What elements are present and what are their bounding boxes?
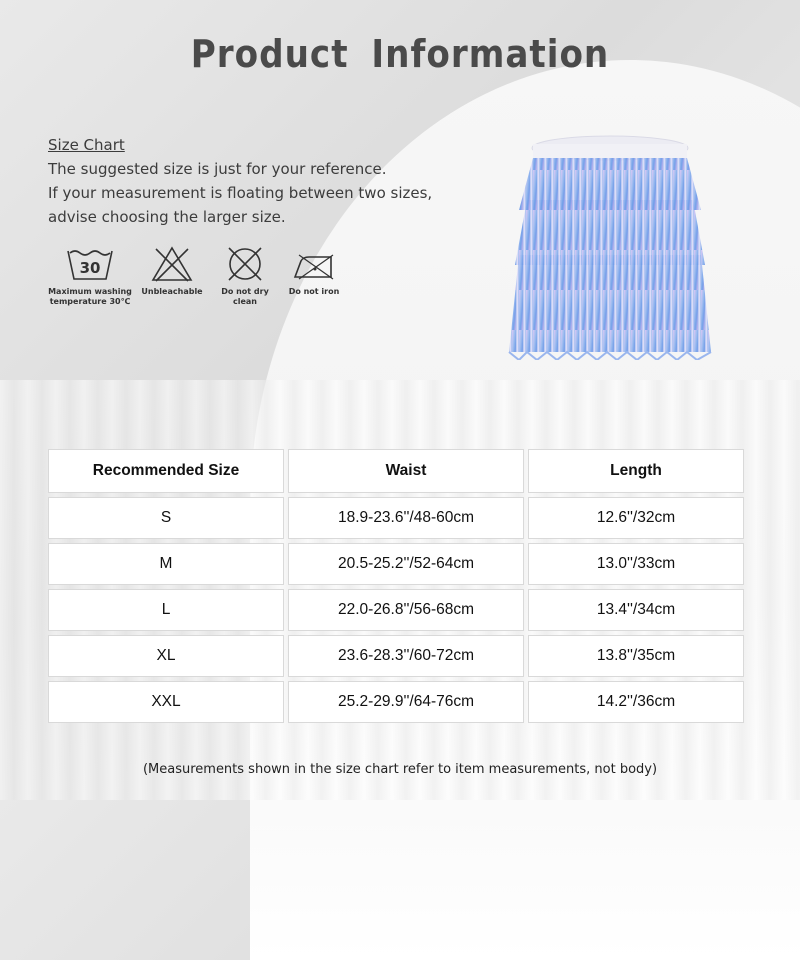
care-item-bleach	[140, 245, 204, 297]
size-table	[44, 445, 748, 727]
table-cell-waist: 20.5-25.2''/52-64cm	[288, 543, 524, 585]
size-chart-heading: Size Chart	[48, 136, 125, 154]
table-cell-length: 12.6''/32cm	[528, 497, 744, 539]
page-title: Product Information	[190, 32, 610, 76]
table-header: Waist	[288, 449, 524, 493]
table-header: Recommended Size	[48, 449, 284, 493]
table-row	[48, 543, 744, 585]
table-cell-size: S	[48, 497, 284, 539]
measurement-footnote: (Measurements shown in the size chart refer to item measurements, not body)	[142, 762, 658, 777]
no-dry-clean-icon	[223, 245, 267, 283]
table-row	[48, 635, 744, 677]
size-chart-info	[48, 133, 432, 229]
size-chart-line: The suggested size is just for your reference.	[48, 160, 387, 178]
table-row	[48, 681, 744, 723]
care-instructions	[48, 245, 348, 315]
table-cell-size: L	[48, 589, 284, 631]
care-label: Maximum washing	[48, 287, 132, 296]
table-cell-waist: 22.0-26.8''/56-68cm	[288, 589, 524, 631]
care-label: Do not dry clean	[221, 287, 269, 306]
table-cell-waist: 23.6-28.3''/60-72cm	[288, 635, 524, 677]
no-iron-icon	[291, 245, 337, 283]
care-item-iron	[286, 245, 342, 297]
table-header: Length	[528, 449, 744, 493]
care-item-dry-clean	[208, 245, 282, 307]
table-cell-length: 13.0''/33cm	[528, 543, 744, 585]
table-cell-size: M	[48, 543, 284, 585]
table-header-row	[48, 449, 744, 493]
table-cell-size: XXL	[48, 681, 284, 723]
size-chart-line: If your measurement is floating between two sizes,	[48, 184, 433, 202]
table-cell-length: 13.4''/34cm	[528, 589, 744, 631]
table-cell-waist: 25.2-29.9''/64-76cm	[288, 681, 524, 723]
care-label: Do not iron	[288, 287, 340, 296]
care-item-wash	[48, 245, 132, 307]
table-cell-size: XL	[48, 635, 284, 677]
wash-temperature: 30	[79, 259, 101, 277]
table-cell-waist: 18.9-23.6''/48-60cm	[288, 497, 524, 539]
table-cell-length: 13.8''/35cm	[528, 635, 744, 677]
care-label: Unbleachable	[141, 287, 203, 296]
no-bleach-icon	[150, 245, 194, 283]
wash-30-icon	[65, 245, 115, 283]
care-label: temperature 30℃	[49, 297, 131, 306]
skirt-product-image	[505, 130, 715, 360]
table-cell-length: 14.2''/36cm	[528, 681, 744, 723]
table-row	[48, 589, 744, 631]
table-row	[48, 497, 744, 539]
size-chart-line: advise choosing the larger size.	[48, 208, 286, 226]
